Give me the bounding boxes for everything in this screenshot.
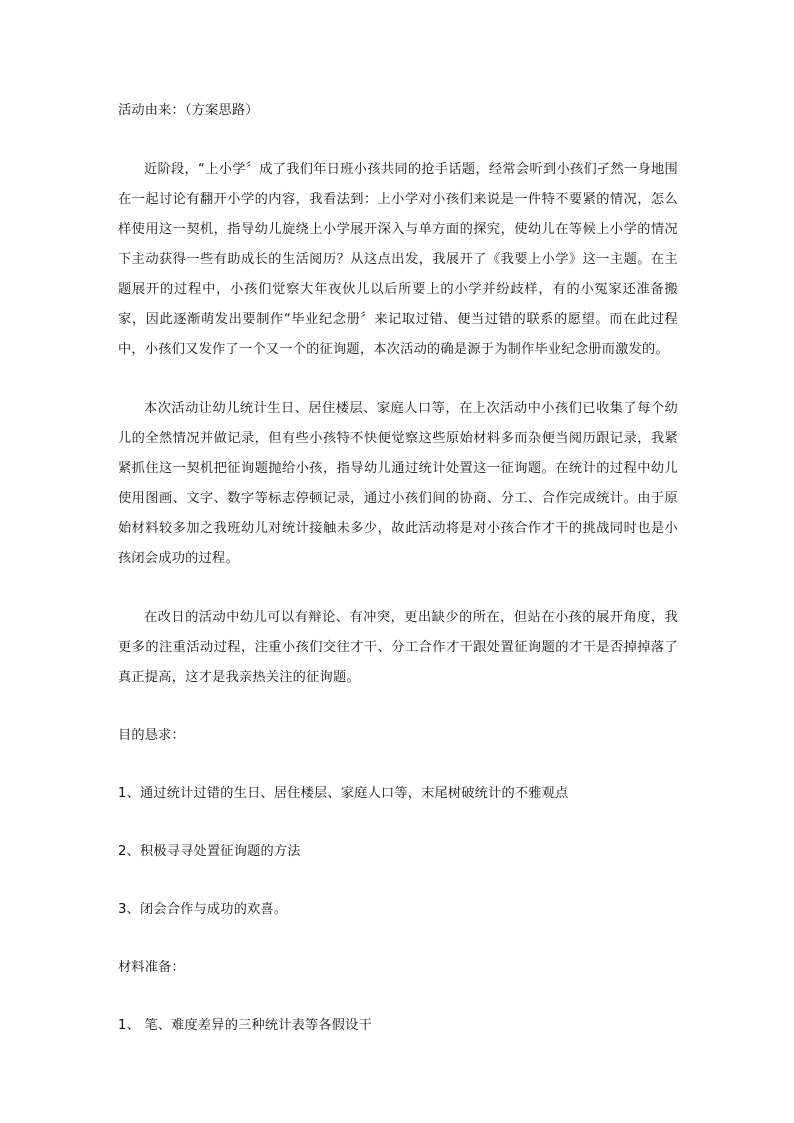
spacer: [118, 751, 678, 779]
goal-item-3: 3、闭会合作与成功的欢喜。: [118, 902, 288, 917]
paragraph-activity-design: 本次活动让幼儿统计生日、居住楼层、家庭人口等，在上次活动中小孩们已收集了每个幼儿的全然情况并做记录，但有些小孩特不快便觉察这些原始材料多而杂便当阅历跟记录，我紧紧抓住这一契机把征询题抛给小孩，指导幼儿通过统计处置这一征询题。在统计的过程中幼儿使用图画、文字、数字等标志停顿记录，通过小孩们间的协商、分工、合作完成统计。由于原始材料较多加之我班幼儿对统计接触未多少，故此活动将是对小孩合作才干的挑战同时也是小孩闭会成功的过程。: [118, 401, 678, 566]
paragraph-focus: 在改日的活动中幼儿可以有辩论、有冲突，更出缺少的所在，但站在小孩的展开角度，我更多的注重活动过程，注重小孩们交往才干、分工合作才干跟处置征询题的才干是否掉掉落了真正提高，这才是我亲热关注的征询题。: [118, 610, 678, 685]
spacer: [118, 365, 678, 394]
goal-item-1: 1、通过统计过错的生日、居住楼层、家庭人口等，末尾树破统计的不雅观点: [118, 786, 569, 801]
spacer: [118, 925, 678, 953]
paragraph-background: 近阶段，“上小学〞成了我们年日班小孩共同的抢手话题，经常会听到小孩们孑然一身地围在一起讨论有翻开小学的内容，我看法到：上小学对小孩们来说是一件特不要紧的情况，怎么样使用这一契机，指导幼儿旋绕上小学展开深入与单方面的探究，使幼儿在等候上小学的情况下主动获得一些有助成长的生活阅历？从这点出发，我展开了《我要上小学》这一主题。在主题展开的过程中，小孩们觉察大年夜伙儿以后所要上的小学并纷歧样，有的小冤家还准备搬家，因此逐渐萌发出要制作“毕业纪念册〞来记取过错、便当过错的联系的愿望。而在此过程中，小孩们又发作了一个又一个的征询题，本次活动的确是源于为制作毕业纪念册而激发的。: [118, 162, 678, 357]
document-body: [118, 96, 678, 1041]
goals-heading: 目的恳求：: [118, 728, 185, 743]
spacer: [118, 693, 678, 721]
spacer: [118, 809, 678, 837]
spacer: [118, 867, 678, 895]
spacer: [118, 574, 678, 603]
goal-item-2: 2、积极寻寻处置征询题的方法: [118, 844, 301, 859]
materials-heading: 材料准备：: [118, 960, 185, 975]
spacer: [118, 126, 678, 155]
material-item-1: 1、 笔、难度差异的三种统计表等各假设干: [118, 1018, 372, 1033]
spacer: [118, 983, 678, 1011]
section-origin-heading: 活动由来：（方案思路）: [118, 103, 259, 118]
